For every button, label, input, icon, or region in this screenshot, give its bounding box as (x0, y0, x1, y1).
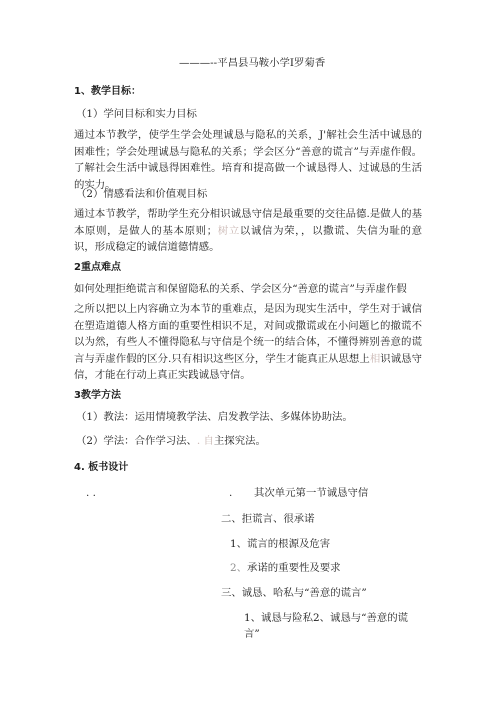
paragraph-text-end: 识诚恳守信，才能在行动上真正实践诚恳守信。 (74, 352, 423, 382)
subsection-1-2-heading: （2）情感看法和价值观目标 (76, 188, 208, 200)
teaching-method-item: （1）教法：运用情境教学法、启发教学法、多媒体协助法。 (76, 411, 353, 423)
section-4-heading: 4. 板书设计 (74, 462, 129, 473)
paragraph-text-start: 通过本节教学，帮助学生充分相识诚恳守信是最重要的交往品德.是做人的基本原则，是做人的基本原则； (74, 208, 422, 237)
subsection-1-2-paragraph (74, 206, 422, 256)
faded-text: . 自 (196, 435, 214, 447)
paragraph-text-end: 以诚信为荣，，以撒谎、失信为耻的意识，形成稳定的诚信道德情感。 (74, 224, 423, 254)
item-text-start: （2）学法：合作学习法、 (76, 435, 197, 447)
stray-dots: . . (86, 487, 96, 499)
section-2-paragraph (74, 301, 422, 384)
board-line-6: 1、诚恳与险私2、诚恳与“善意的谎 (244, 612, 409, 624)
board-title: 其次单元第一节诚恳守信 (254, 487, 369, 499)
faded-text: 相 (369, 352, 381, 365)
item-number: 2、 (230, 562, 248, 574)
faded-text: 树立 (217, 224, 240, 237)
board-line-6-continued: 言” (244, 628, 260, 640)
item-text-end: 主探究法。 (213, 435, 266, 447)
section-1-heading: 1、教学目标： (74, 86, 141, 97)
subsection-1-1-heading: （1）学问目标和实力目标 (76, 108, 197, 120)
section-2-heading: 2重点难点 (74, 262, 121, 273)
subsection-1-1-paragraph: 通过本节教学，使学生学会处理诚恳与隐私的关系，J'解社会生活中诚恳的困难性；学会处理诚恳与隐私的关系；学会区分“善意的谎言”与弄虚作假。了解社会生活中诚恳得困难性。培育和提高做一个诚恳得人、过诚恳的生活的实力。 (74, 129, 422, 191)
stray-dot: . (229, 487, 233, 499)
board-line-5: 三、诚恳、哈私与“善意的谎言” (221, 587, 367, 599)
board-line-4 (230, 562, 341, 575)
learning-method-item (76, 435, 266, 448)
author-line: ———--平昌县马鞍小学I罗菊香 (179, 57, 326, 69)
paragraph-text-start: 之所以把以上内容确立为本节的重难点，是因为现实生活中，学生对于诚信在塑造道德人格方面的重要性相识不足，对间或撒谎或在小问题匕的撤谎不以为然，有些人不懂得隐私与守信是个统一的结合体，不懂得辨别善意的谎言与弄虚作假的区分.只有相识这些区分，学生才能真正从思想上 (74, 303, 422, 365)
board-line-2: 二、拒谎言、很承诺 (221, 513, 315, 525)
section-2-key-line: 如何处理拒绝谎言和保留隐私的关系、学会区分“善意的谎言”与弄虚作假 (74, 283, 407, 295)
board-line-3: 1、谎言的根源及危害 (230, 538, 331, 550)
section-3-heading: 3教学方法 (74, 390, 121, 401)
item-text: 承诺的重要性及要求 (247, 562, 341, 574)
